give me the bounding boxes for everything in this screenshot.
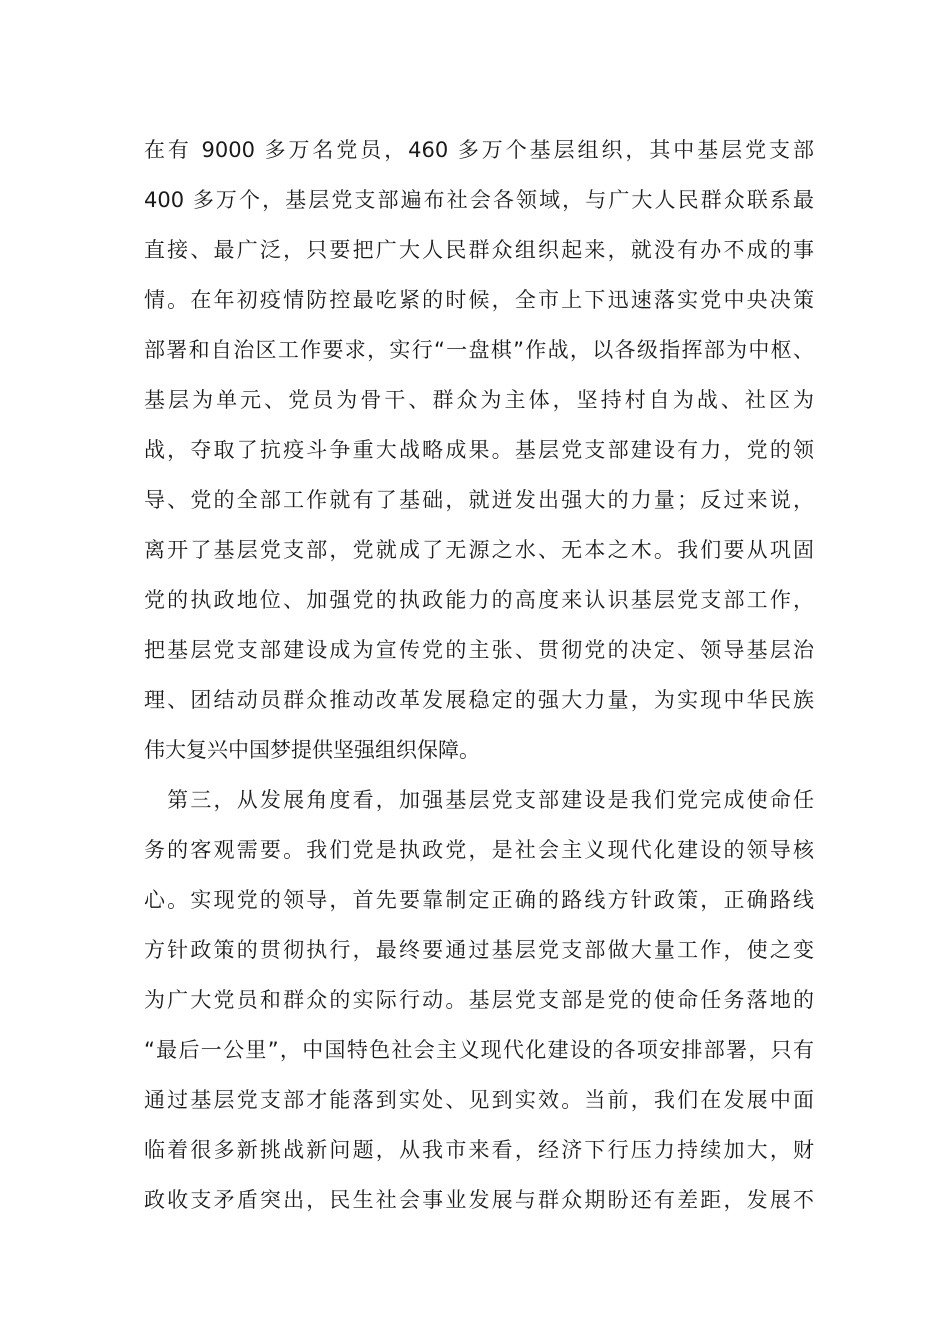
text-line: 党的执政地位、加强党的执政能力的高度来认识基层党支部工作， xyxy=(144,588,814,612)
body-text xyxy=(144,125,814,1225)
text-line: 400 多万个，基层党支部遍布社会各领域，与广大人民群众联系最 xyxy=(144,188,814,212)
text-line: 情。在年初疫情防控最吃紧的时候，全市上下迅速落实党中央决策 xyxy=(144,288,814,312)
text-line: 离开了基层党支部，党就成了无源之水、无本之木。我们要从巩固 xyxy=(144,538,814,562)
text-line: “最后一公里”，中国特色社会主义现代化建设的各项安排部署，只有 xyxy=(144,1038,814,1062)
text-line: 政收支矛盾突出，民生社会事业发展与群众期盼还有差距，发展不 xyxy=(144,1188,814,1212)
text-line: 理、团结动员群众推动改革发展稳定的强大力量，为实现中华民族 xyxy=(144,688,814,712)
text-line: 导、党的全部工作就有了基础，就迸发出强大的力量；反过来说， xyxy=(144,488,814,512)
text-line: 部署和自治区工作要求，实行“一盘棋”作战，以各级指挥部为中枢、 xyxy=(144,338,814,362)
text-line: 战，夺取了抗疫斗争重大战略成果。基层党支部建设有力，党的领 xyxy=(144,438,814,462)
text-line: 方针政策的贯彻执行，最终要通过基层党支部做大量工作，使之变 xyxy=(144,938,814,962)
text-line: 为广大党员和群众的实际行动。基层党支部是党的使命任务落地的 xyxy=(144,988,814,1012)
text-line: 务的客观需要。我们党是执政党，是社会主义现代化建设的领导核 xyxy=(144,838,814,862)
text-line: 把基层党支部建设成为宣传党的主张、贯彻党的决定、领导基层治 xyxy=(144,638,814,662)
text-line: 在有 9000 多万名党员，460 多万个基层组织，其中基层党支部 xyxy=(144,138,814,162)
paragraph-end-line: 伟大复兴中国梦提供坚强组织保障。 xyxy=(144,738,480,762)
text-line: 心。实现党的领导，首先要靠制定正确的路线方针政策，正确路线 xyxy=(144,888,814,912)
text-line: 基层为单元、党员为骨干、群众为主体，坚持村自为战、社区为 xyxy=(144,388,814,412)
text-line: 通过基层党支部才能落到实处、见到实效。当前，我们在发展中面 xyxy=(144,1088,814,1112)
paragraph-start-line: 第三，从发展角度看，加强基层党支部建设是我们党完成使命任 xyxy=(144,788,814,812)
text-line: 直接、最广泛，只要把广大人民群众组织起来，就没有办不成的事 xyxy=(144,238,814,262)
text-line: 临着很多新挑战新问题，从我市来看，经济下行压力持续加大，财 xyxy=(144,1138,814,1162)
